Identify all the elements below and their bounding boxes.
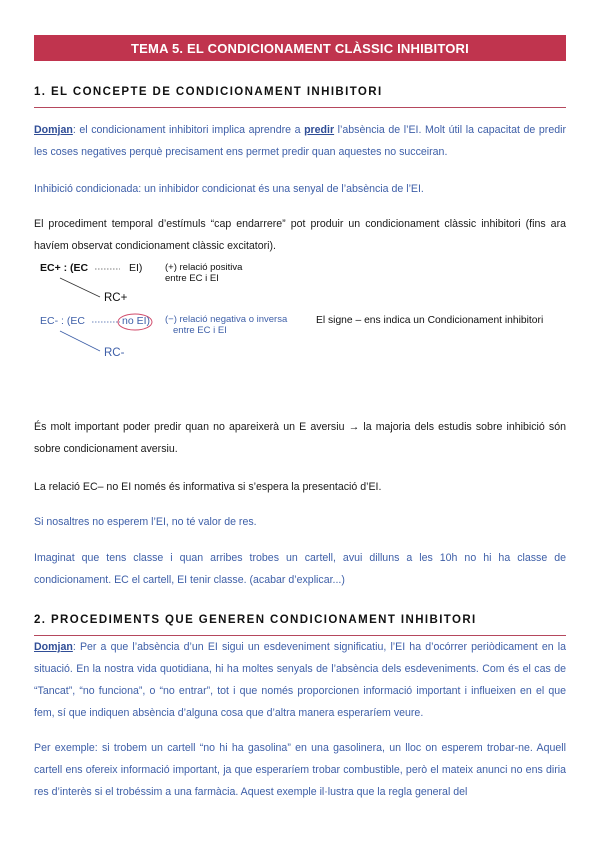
no-ei-label: no EI)	[122, 315, 151, 327]
positive-note	[165, 262, 242, 284]
s2-paragraph-1	[34, 636, 566, 724]
rc-plus-label: RC+	[104, 292, 128, 304]
ec-plus-text: EC+ : (EC	[40, 262, 89, 274]
negative-note-line-1: (−) relació negativa o inversa	[165, 314, 288, 325]
positive-note-line-1: (+) relació positiva	[165, 262, 243, 273]
s2-p1-author: Domjan	[34, 641, 73, 653]
section-1-rule	[34, 107, 566, 108]
ec-minus-label: EC- : (EC	[40, 315, 85, 327]
section-2-heading: 2. PROCEDIMENTS QUE GENEREN CONDICIONAMENT INHIBITORI	[34, 614, 477, 626]
s1-paragraph-4: És molt important poder predir quan no apareixerà un E aversiu → la majoria dels estudis sobre inhibició són sobre condicionament aversiu.	[34, 421, 566, 455]
negative-note-line-2: entre EC i EI	[173, 325, 227, 336]
negative-note	[165, 314, 287, 336]
s2-p1-text: : Per a que l’absència d’un EI sigui un esdeveniment significatiu, l’EI ha d’ocórrer periòdicament en la situació. En la nostra vida quotidiana, hi ha moltes senyals de l’absència dels esdeveniments. Com és el cas de “Tancat”, “no funciona”, o “no entrar”, tot i que només proporcionen informació important i influeixen en el que fem, sí que indiquen absència d’alguna cosa que d’altra manera esperaríem veure.	[34, 641, 566, 719]
s1-paragraph-1	[34, 119, 566, 163]
sign-note: El signe – ens indica un Condicionament inhibitori	[316, 315, 544, 326]
ec-plus-label	[40, 262, 88, 274]
ec-minus-rc-line	[60, 331, 100, 351]
s1-paragraph-5: La relació EC– no EI només és informativa si s’espera la presentació d’EI.	[34, 481, 382, 493]
page-title: TEMA 5. EL CONDICIONAMENT CLÀSSIC INHIBITORI	[131, 40, 469, 56]
positive-note-line-2: entre EC i EI	[165, 273, 219, 284]
s1-paragraph-7: Imaginat que tens classe i quan arribes trobes un cartell, avui dilluns a les 10h no hi ha classe de condicionament. EC el cartell, EI tenir classe. (acabar d’explicar...)	[34, 552, 566, 586]
page-title-banner	[34, 35, 566, 61]
s1-p1-pre: : el condicionament inhibitori implica aprendre a	[72, 124, 305, 136]
s1-paragraph-2: Inhibició condicionada: un inhibidor condicionat és una senyal de l’absència de l’EI.	[34, 183, 424, 195]
s1-paragraph-3: El procediment temporal d’estímuls “cap endarrere” pot produir un condicionament clàssic inhibitori (fins ara havíem observat condicionament clàssic excitatori).	[34, 218, 566, 252]
s1-p1-keyword: predir	[304, 124, 335, 136]
section-1-heading: 1. EL CONCEPTE DE CONDICIONAMENT INHIBITORI	[34, 86, 383, 98]
s1-p1-author: Domjan	[34, 124, 73, 136]
ei-label: EI)	[129, 262, 143, 274]
s1-paragraph-6: Si nosaltres no esperem l’EI, no té valor de res.	[34, 516, 257, 528]
ec-plus-rc-line	[60, 278, 100, 297]
s1-p1-post: l’absència de l’EI. Molt útil la capacitat de predir les coses negatives perquè precisament ens permet predir quan aquestes no succeiran.	[34, 124, 566, 158]
rc-minus-label: RC-	[104, 347, 125, 359]
s2-paragraph-2: Per exemple: si trobem un cartell “no hi ha gasolina” en una gasolinera, un lloc on esperem trobar-ne. Aquell cartell ens ofereix informació important, ja que esperaríem trobar combustible, però el mateix anunci no ens diria res d’interès si el trobéssim a una farmàcia. Aquest exemple il·lustra que la regla general del	[34, 742, 566, 798]
